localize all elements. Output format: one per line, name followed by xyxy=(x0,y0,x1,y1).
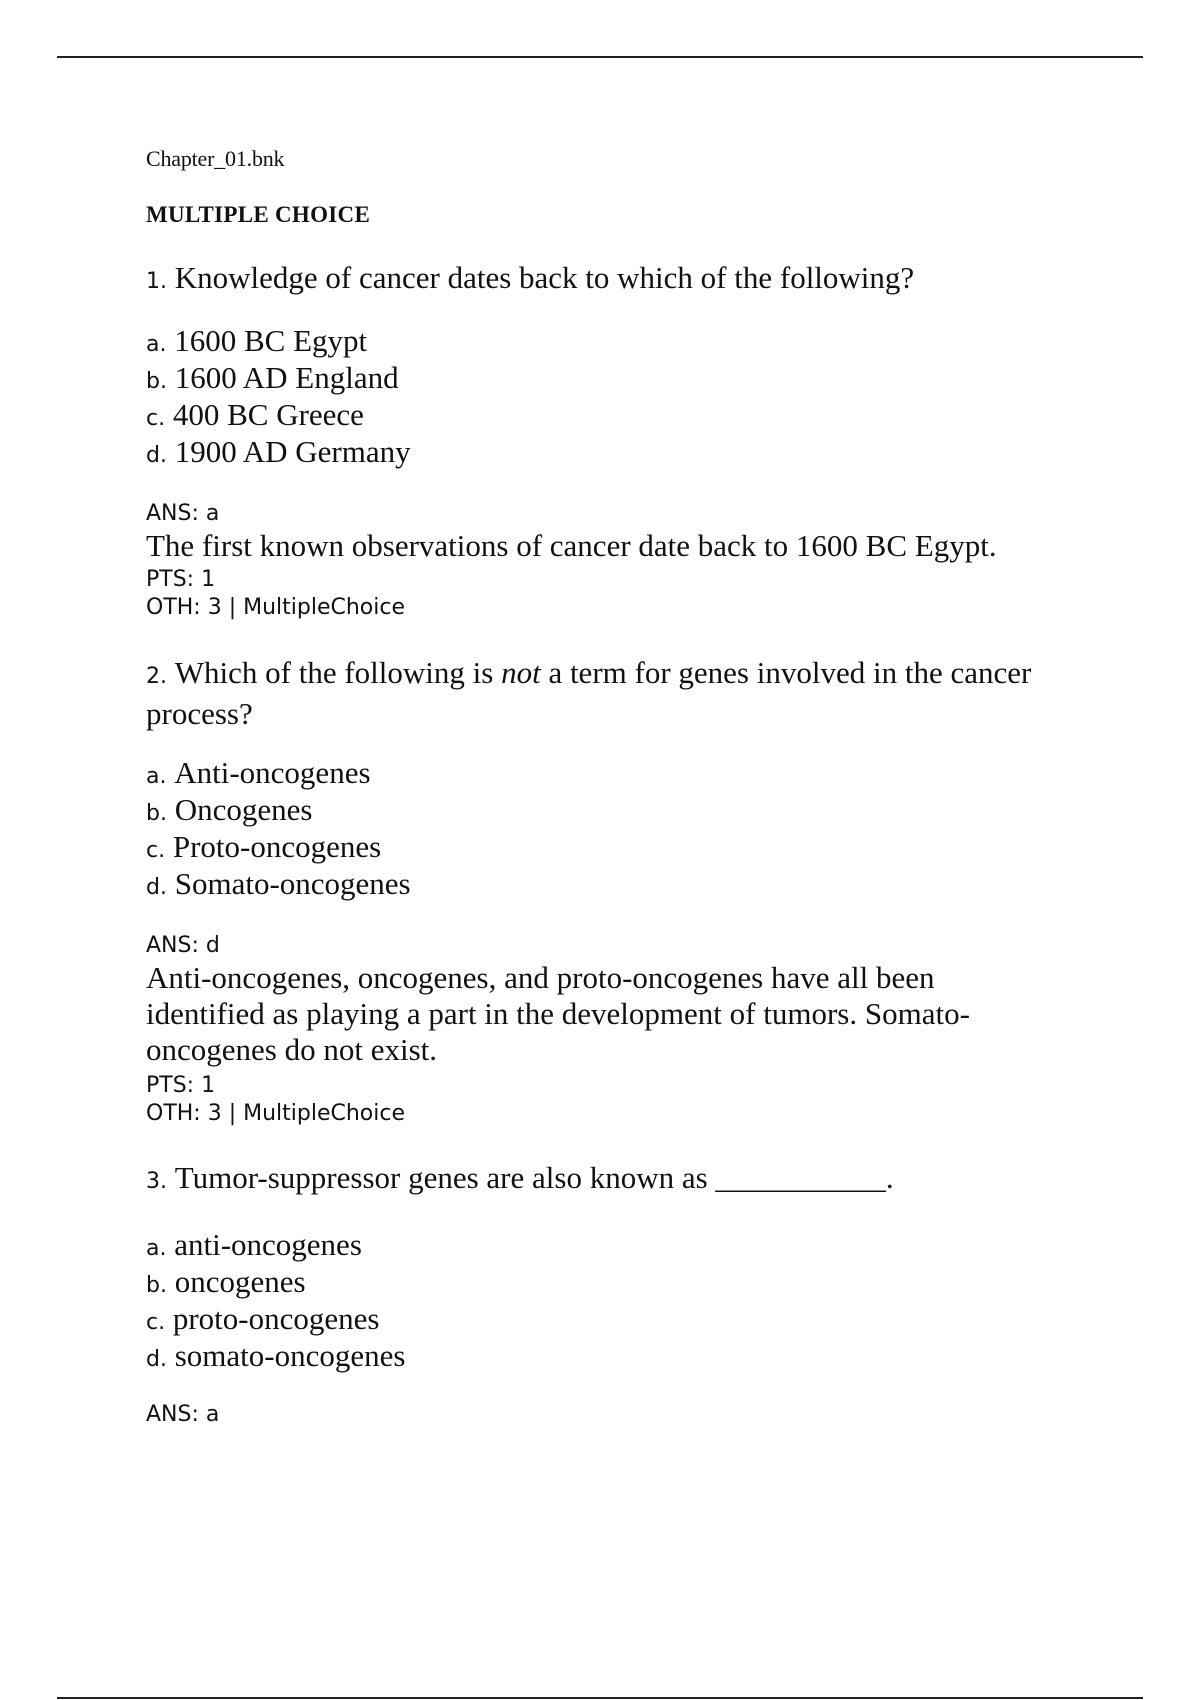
question-3 xyxy=(146,1159,1096,1200)
answer-key: ANS: a xyxy=(146,501,220,526)
section-title: MULTIPLE CHOICE xyxy=(146,202,371,227)
option-b: b. 1600 AD England xyxy=(146,360,399,395)
option-d: d. somato-oncogenes xyxy=(146,1338,406,1373)
answer-key: ANS: d xyxy=(146,933,220,958)
question-1-options xyxy=(146,322,411,470)
top-rule xyxy=(57,56,1143,58)
question-2 xyxy=(146,654,1096,732)
option-b: b. Oncogenes xyxy=(146,792,313,827)
question-3-options xyxy=(146,1226,405,1374)
option-b: b. oncogenes xyxy=(146,1264,306,1299)
option-d: d. Somato-oncogenes xyxy=(146,866,411,901)
answer-key: ANS: a xyxy=(146,1402,220,1427)
option-c: c. Proto-oncogenes xyxy=(146,829,382,864)
option-a: a. Anti-oncogenes xyxy=(146,755,371,790)
option-a: a. anti-oncogenes xyxy=(146,1227,362,1262)
option-c: c. 400 BC Greece xyxy=(146,397,364,432)
question-stem: Tumor-suppressor genes are also known as ___________. xyxy=(174,1160,894,1195)
option-a: a. 1600 BC Egypt xyxy=(146,323,368,358)
question-stem: Which of the following is not a term for genes involved in the cancer process? xyxy=(146,655,1032,731)
question-number: 1. xyxy=(146,269,167,294)
file-name: Chapter_01.bnk xyxy=(146,146,285,171)
option-d: d. 1900 AD Germany xyxy=(146,434,411,469)
option-c: c. proto-oncogenes xyxy=(146,1301,380,1336)
other-meta: OTH: 3 | MultipleChoice xyxy=(146,1101,405,1126)
question-stem: Knowledge of cancer dates back to which of the following? xyxy=(174,260,915,295)
question-1 xyxy=(146,259,1096,300)
question-number: 3. xyxy=(146,1169,167,1194)
answer-rationale: The first known observations of cancer date back to 1600 BC Egypt. xyxy=(146,528,997,563)
question-number: 2. xyxy=(146,664,167,689)
points: PTS: 1 xyxy=(146,567,216,592)
bottom-rule xyxy=(57,1697,1143,1699)
answer-rationale: Anti-oncogenes, oncogenes, and proto-oncogenes have all been identified as playing a part in the development of tumors. Somato-oncogenes do not exist. xyxy=(146,960,970,1067)
question-2-options xyxy=(146,754,411,902)
points: PTS: 1 xyxy=(146,1073,216,1098)
other-meta: OTH: 3 | MultipleChoice xyxy=(146,595,405,620)
